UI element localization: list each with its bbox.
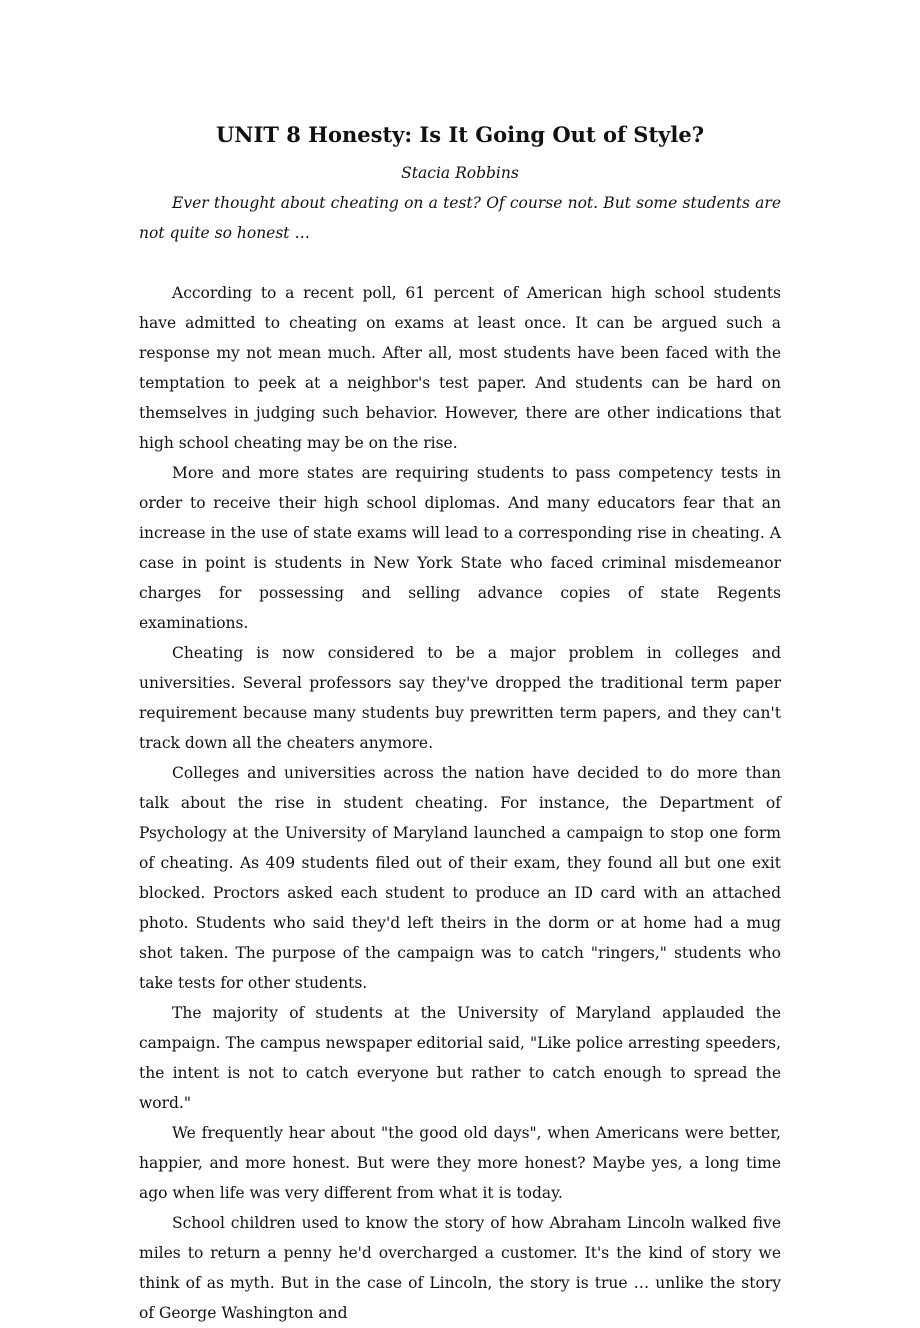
page-title: UNIT 8 Honesty: Is It Going Out of Style? — [215, 122, 705, 147]
body-paragraph-2: More and more states are requiring students to pass competency tests in order to receive their high school diplomas. And many educators fear that an increase in the use of state exams will lead to a corresponding rise in cheating. A case in point is students in New York State who faced criminal misdemeanor charges for possessing and selling advance copies of state Regents examinations. — [139, 464, 781, 632]
body-paragraph-1: According to a recent poll, 61 percent of American high school students have admitted to cheating on exams at least once. It can be argued such a response my not mean much. After all, most students have been faced with the temptation to peek at a neighbor's test paper. And students can be hard on themselves in judging such behavior. However, there are other indications that high school cheating may be on the rise. — [139, 284, 781, 452]
author-byline: Stacia Robbins — [401, 164, 519, 182]
section-spacer — [139, 248, 781, 278]
lead-paragraph: Ever thought about cheating on a test? Of course not. But some students are not quite so honest … — [139, 194, 781, 242]
body-paragraph-5: The majority of students at the University of Maryland applauded the campaign. The campus newspaper editorial said, "Like police arresting speeders, the intent is not to catch everyone but rather to catch enough to spread the word." — [139, 1004, 781, 1112]
body-paragraph-4: Colleges and universities across the nation have decided to do more than talk about the rise in student cheating. For instance, the Department of Psychology at the University of Maryland launched a campaign to stop one form of cheating. As 409 students filed out of their exam, they found all but one exit blocked. Proctors asked each student to produce an ID card with an attached photo. Students who said they'd left theirs in the dorm or at home had a mug shot taken. The purpose of the campaign was to catch "ringers," students who take tests for other students. — [139, 764, 781, 992]
body-paragraph-6: We frequently hear about "the good old days", when Americans were better, happier, and more honest. But were they more honest? Maybe yes, a long time ago when life was very different from what it is today. — [139, 1124, 781, 1202]
body-paragraph-3: Cheating is now considered to be a major problem in colleges and universities. Several professors say they've dropped the traditional term paper requirement because many students buy prewritten term papers, and they can't track down all the cheaters anymore. — [139, 644, 781, 752]
document-page — [139, 118, 781, 1328]
body-paragraph-7: School children used to know the story of how Abraham Lincoln walked five miles to return a penny he'd overcharged a customer. It's the kind of story we think of as myth. But in the case of Lincoln, the story is true … unlike the story of George Washington and — [139, 1214, 781, 1322]
